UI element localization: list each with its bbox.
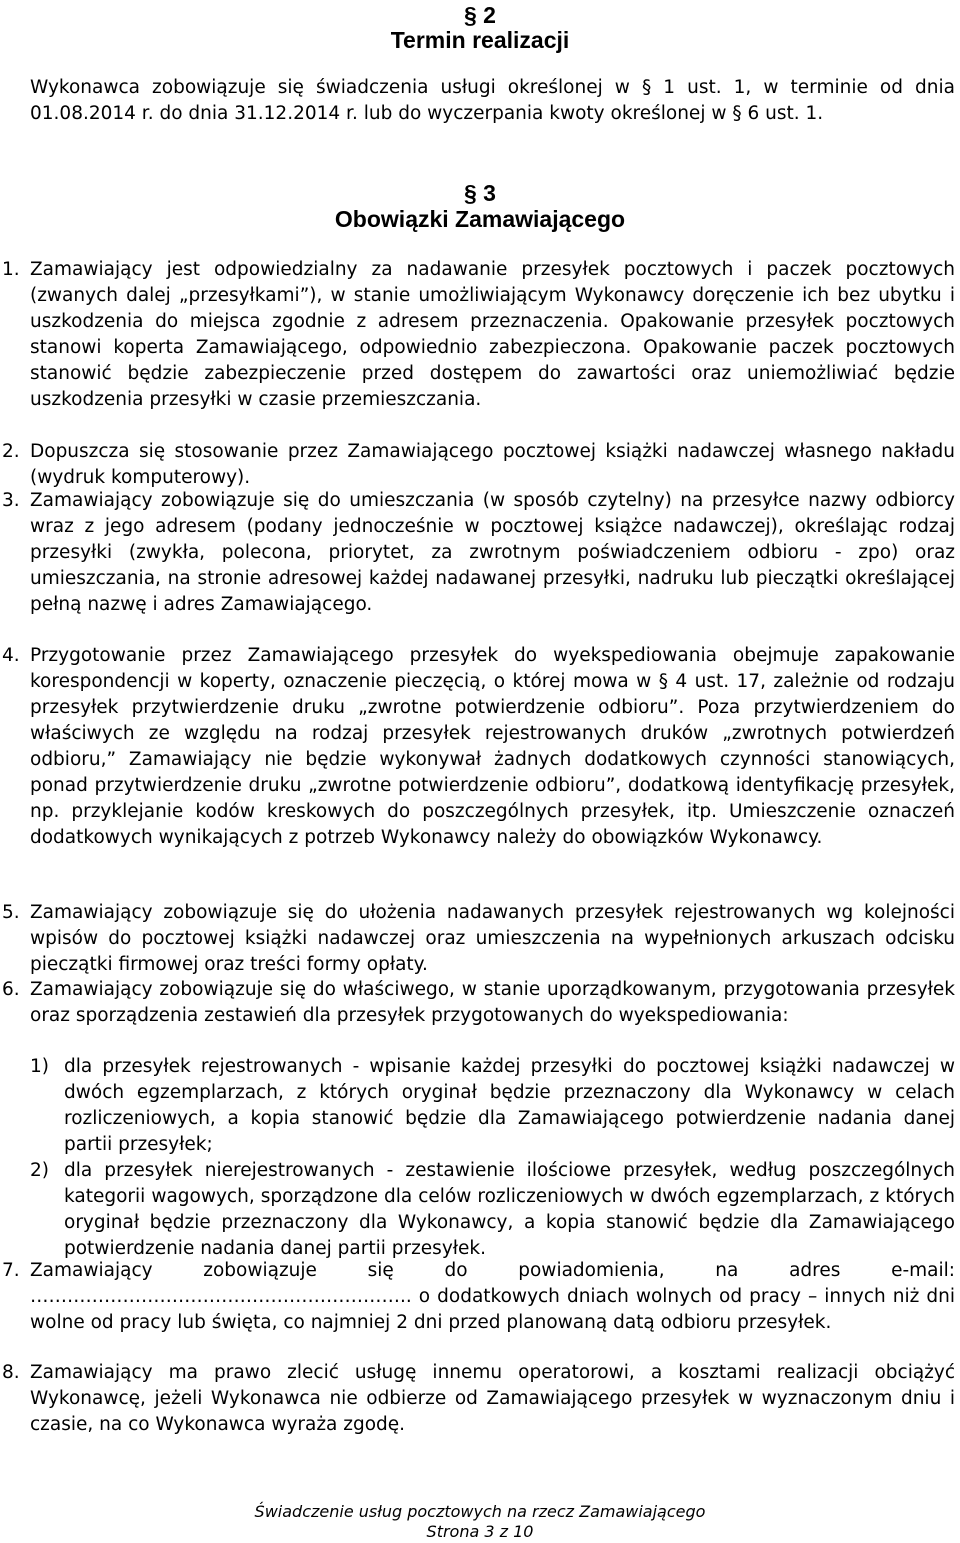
sub-list-item-text: dla przesyłek nierejestrowanych - zestawienie ilościowe przesyłek, według poszczególnych kategorii wagowych, sporządzone dla celów rozliczeniowych w dwóch egzemplarzach, z których oryginał będzie przeznaczony dla Wykonawcy, a kopia stanowić będzie dla Zamawiającego potwierdzenie nadania danej partii przesyłek. [64,1160,955,1259]
list-item-text: Zamawiający zobowiązuje się do powiadomienia, na adres e-mail: …………………………………………………….. o dodatkowych dniach wolnych od pracy – innych niż dni wolne od pracy lub święta, co najmniej 2 dni przed planowaną datą odbioru przesyłek. [30,1260,955,1333]
list-item-number: 5. [2,902,20,923]
footer-page-number: Strona 3 z 10 [426,1522,534,1541]
list-item-number: 8. [2,1362,20,1383]
sub-list-item-number: 1) [30,1056,49,1077]
section-3-sign: § 3 [464,180,496,206]
list-item-number: 6. [2,979,20,1000]
footer-title: Świadczenie usług pocztowych na rzecz Zamawiającego [254,1502,706,1521]
list-item-text: Zamawiający ma prawo zlecić usługę innemu operatorowi, a kosztami realizacji obciążyć Wykonawcę, jeżeli Wykonawca nie odbierze od Zamawiającego przesyłek w wyznaczonym dniu i czasie, na co Wykonawca wyraża zgodę. [30,1362,955,1435]
section-2-title: Termin realizacji [390,27,570,53]
list-item-text: Zamawiający zobowiązuje się do właściwego, w stanie uporządkowanym, przygotowania przesyłek oraz sporządzenia zestawień dla przesyłek przygotowanych do wyekspediowania: [30,979,955,1026]
list-item-number: 7. [2,1260,20,1281]
list-item-text: Zamawiający zobowiązuje się do ułożenia nadawanych przesyłek rejestrowanych wg kolejności wpisów do pocztowej książki nadawczej oraz umieszczenia na wypełnionych arkuszach odcisku pieczątki firmowej oraz treści formy opłaty. [30,902,955,975]
sub-list-item-text: dla przesyłek rejestrowanych - wpisanie każdej przesyłki do pocztowej książki nadawczej w dwóch egzemplarzach, z których oryginał będzie przeznaczony dla Wykonawcy w celach rozliczeniowych, a kopia stanowić będzie dla Zamawiającego potwierdzenie nadania danej partii przesyłek; [64,1056,955,1155]
list-item-number: 1. [2,259,20,280]
sub-list-item-number: 2) [30,1160,49,1181]
list-item-number: 4. [2,645,20,666]
list-item-text: Dopuszcza się stosowanie przez Zamawiającego pocztowej książki nadawczej własnego nakładu (wydruk komputerowy). [30,441,955,488]
section-2-sign: § 2 [464,2,496,28]
list-item-number: 2. [2,441,20,462]
section-3-title: Obowiązki Zamawiającego [334,206,626,232]
list-item-text: Przygotowanie przez Zamawiającego przesyłek do wyekspediowania obejmuje zapakowanie korespondencji w koperty, oznaczenie pieczęcią, o której mowa w § 4 ust. 17, zależnie od rodzaju przesyłek przytwierdzenie druku „zwrotne potwierdzenie odbioru”. Poza przytwierdzeniem do właściwych ze względu na rodzaj przesyłek rejestrowanych druków „zwrotnych potwierdzeń odbioru,” Zamawiający nie będzie wykonywał żadnych dodatkowych czynności stanowiących, ponad przytwierdzenie druku „zwrotne potwierdzenie odbioru”, dodatkową identyfikację przesyłek, np. przyklejanie kodów kreskowych do poszczególnych przesyłek, itp. Umieszczenie oznaczeń dodatkowych wynikających z potrzeb Wykonawcy należy do obowiązków Wykonawcy. [30,645,955,848]
list-item-text: Zamawiający zobowiązuje się do umieszczania (w sposób czytelny) na przesyłce nazwy odbiorcy wraz z jego adresem (podany jednocześnie w pocztowej książce nadawczej), określając rodzaj przesyłki (zwykła, polecona, priorytet, za zwrotnym poświadczeniem odbioru - zpo) oraz umieszczania, na stronie adresowej każdej nadawanej przesyłki, nadruku lub pieczątki określającej pełną nazwę i adres Zamawiającego. [30,490,955,615]
section-2-paragraph: Wykonawca zobowiązuje się świadczenia usługi określonej w § 1 ust. 1, w terminie od dnia 01.08.2014 r. do dnia 31.12.2014 r. lub do wyczerpania kwoty określonej w § 6 ust. 1. [30,77,955,124]
list-item-text: Zamawiający jest odpowiedzialny za nadawanie przesyłek pocztowych i paczek pocztowych (zwanych dalej „przesyłkami”), w stanie umożliwiającym Wykonawcy doręczenie ich bez ubytku i uszkodzenia do miejsca zgodnie z adresem przeznaczenia. Opakowanie przesyłek pocztowych stanowi koperta Zamawiającego, odpowiednio zabezpieczona. Opakowanie paczek pocztowych stanowić będzie zabezpieczenie przed dostępem do zawartości oraz uniemożliwiać będzie uszkodzenia przesyłki w czasie przemieszczania. [30,259,955,410]
list-item-number: 3. [2,490,20,511]
